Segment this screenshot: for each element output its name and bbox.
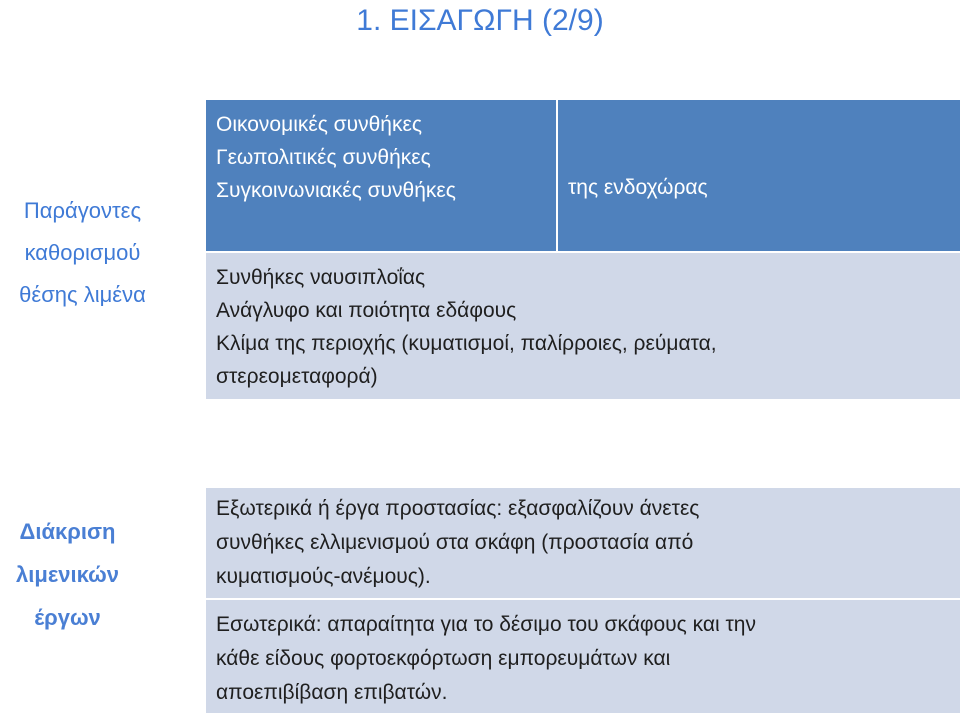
- works-line: Εξωτερικά ή έργα προστασίας: εξασφαλίζουν άνετες: [216, 497, 700, 520]
- condition-line: Γεωπολιτικές συνθήκες: [216, 146, 431, 169]
- side-label-line: Διάκριση: [19, 519, 116, 544]
- side-label-line: θέσης λιμένα: [19, 282, 146, 307]
- hinterland-conditions-cell: [206, 100, 556, 251]
- side-label-line: έργων: [34, 605, 101, 630]
- external-works-cell: [206, 488, 960, 598]
- condition-line: Κλίμα της περιοχής (κυματισμοί, παλίρροιες, ρεύματα,: [216, 332, 717, 355]
- works-line: κάθε είδους φορτοεκφόρτωση εμπορευμάτων και: [216, 647, 671, 670]
- side-label-line: Παράγοντες: [23, 198, 142, 223]
- works-line: Εσωτερικά: απαραίτητα για το δέσιμο του σκάφους και την: [216, 613, 756, 636]
- condition-line: στερεομεταφορά): [216, 365, 378, 388]
- page-title: 1. ΕΙΣΑΓΩΓΗ (2/9): [356, 4, 604, 37]
- side-label-works: [0, 510, 135, 639]
- hinterland-label-cell: [558, 100, 960, 251]
- hinterland-label: της ενδοχώρας: [568, 176, 708, 199]
- works-line: αποεπιβίβαση επιβατών.: [216, 681, 448, 704]
- works-line: κυματισμούς-ανέμους).: [216, 565, 431, 588]
- natural-conditions-cell: [206, 253, 960, 399]
- condition-line: Οικονομικές συνθήκες: [216, 113, 422, 136]
- condition-line: Ανάγλυφο και ποιότητα εδάφους: [216, 299, 517, 322]
- works-line: συνθήκες ελλιμενισμού στα σκάφη (προστασία από: [216, 531, 694, 554]
- internal-works-cell: [206, 600, 960, 713]
- side-label-factors: [0, 190, 165, 316]
- condition-line: Συνθήκες ναυσιπλοΐας: [216, 266, 426, 289]
- side-label-line: λιμενικών: [16, 562, 119, 587]
- side-label-line: καθορισμού: [24, 240, 141, 265]
- condition-line: Συγκοινωνιακές συνθήκες: [216, 179, 456, 202]
